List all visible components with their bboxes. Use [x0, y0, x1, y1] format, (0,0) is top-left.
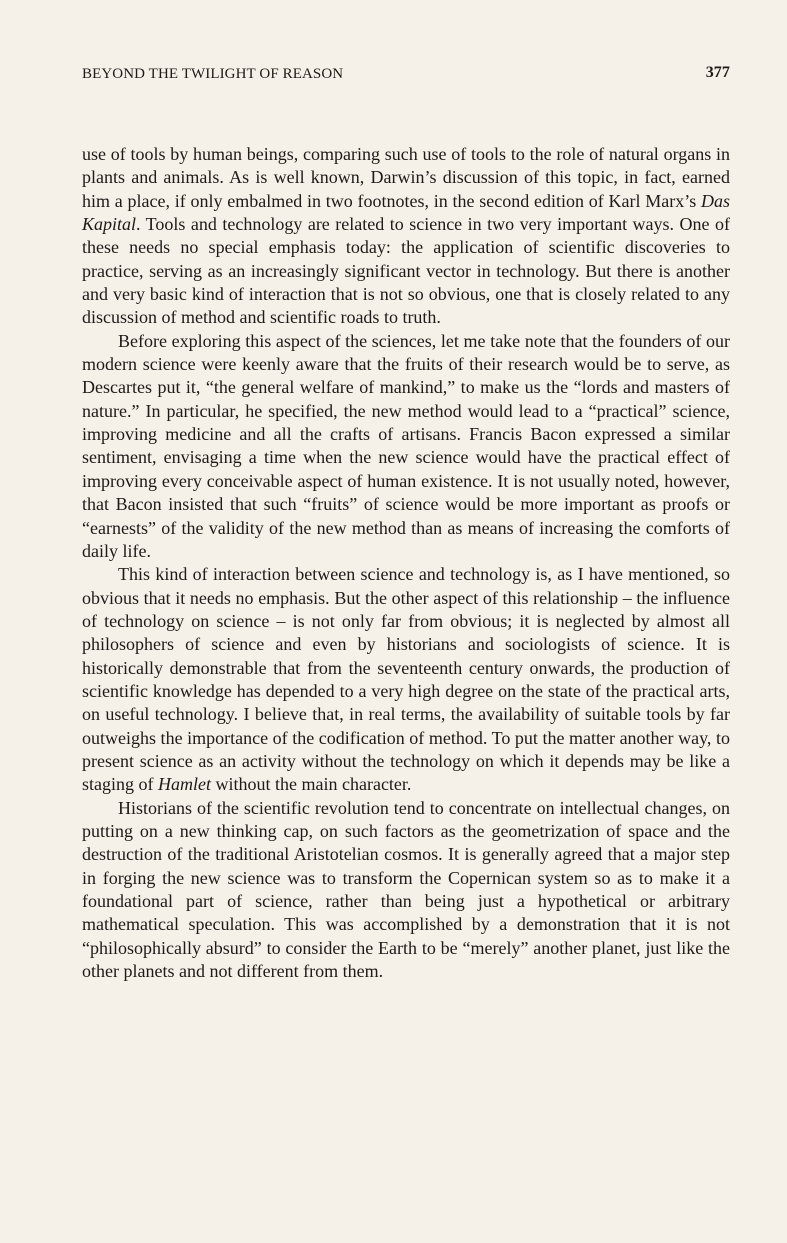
paragraph-2	[82, 330, 730, 563]
paragraph-1-text-1: use of tools by human beings, comparing such use of tools to the role of natural organs in plants and animals. As is well known, Darwin’s discussion of this topic, in fact, earned him a place, if only embalmed in two footnotes, in the second edition of Karl Marx’s	[82, 144, 730, 211]
running-head	[82, 66, 730, 94]
paragraph-1	[82, 143, 730, 330]
paragraph-1-text-2: . Tools and technology are related to science in two very important ways. One of these needs no special emphasis today: the application of scientific discoveries to practice, serving as an increasingly significant vector in technology. But there is another and very basic kind of interaction that is not so obvious, one that is closely related to any discussion of method and scientific roads to truth.	[82, 214, 730, 328]
page-number: 377	[705, 64, 730, 81]
paragraph-4	[82, 797, 730, 984]
body-text	[82, 143, 730, 983]
paragraph-3-italic-title: Hamlet	[158, 774, 211, 795]
running-title: BEYOND THE TWILIGHT OF REASON	[82, 66, 344, 82]
paragraph-3	[82, 563, 730, 796]
paragraph-2-text: Before exploring this aspect of the sciences, let me take note that the founders of our modern science were keenly aware that the fruits of their research would be to serve, as Descartes put it, “the general welfare of mankind,” to make us the “lords and masters of nature.” In particular, he specified, the new method would lead to a “practical” science, improving medicine and all the crafts of artisans. Francis Bacon expressed a similar sentiment, envisaging a time when the new science would have the practical effect of improving every conceivable aspect of human existence. It is not usually noted, however, that Bacon insisted that such “fruits” of science would be more important as proofs or “earnests” of the validity of the new method than as means of increasing the comforts of daily life.	[82, 330, 730, 561]
paragraph-3-text-2: without the main character.	[211, 774, 412, 795]
paragraph-3-text-1: This kind of interaction between science and technology is, as I have mentioned, so obvious that it needs no emphasis. But the other aspect of this relationship – the influence of technology on science – is not only far from obvious; it is neglected by almost all philosophers of science and even by historians and sociologists of science. It is historically demonstrable that from the seventeenth century onwards, the production of scientific knowledge has depended to a very high degree on the state of the practical arts, on useful technology. I believe that, in real terms, the availability of suitable tools by far outweighs the importance of the codification of method. To put the matter another way, to present science as an activity without the technology on which it depends may be like a staging of	[82, 564, 730, 795]
paragraph-4-text: Historians of the scientific revolution tend to concentrate on intellectual changes, on putting on a new thinking cap, on such factors as the geometrization of space and the destruction of the traditional Aristotelian cosmos. It is generally agreed that a major step in forging the new science was to transform the Copernican system so as to make it a foundational part of science, rather than being just a hypothetical or arbitrary mathematical speculation. This was accomplished by a demonstration that it is not “philosophically absurd” to consider the Earth to be “merely” another planet, just like the other planets and not different from them.	[82, 797, 730, 982]
paragraph-1-italic-title: Das Kapital	[82, 190, 730, 235]
